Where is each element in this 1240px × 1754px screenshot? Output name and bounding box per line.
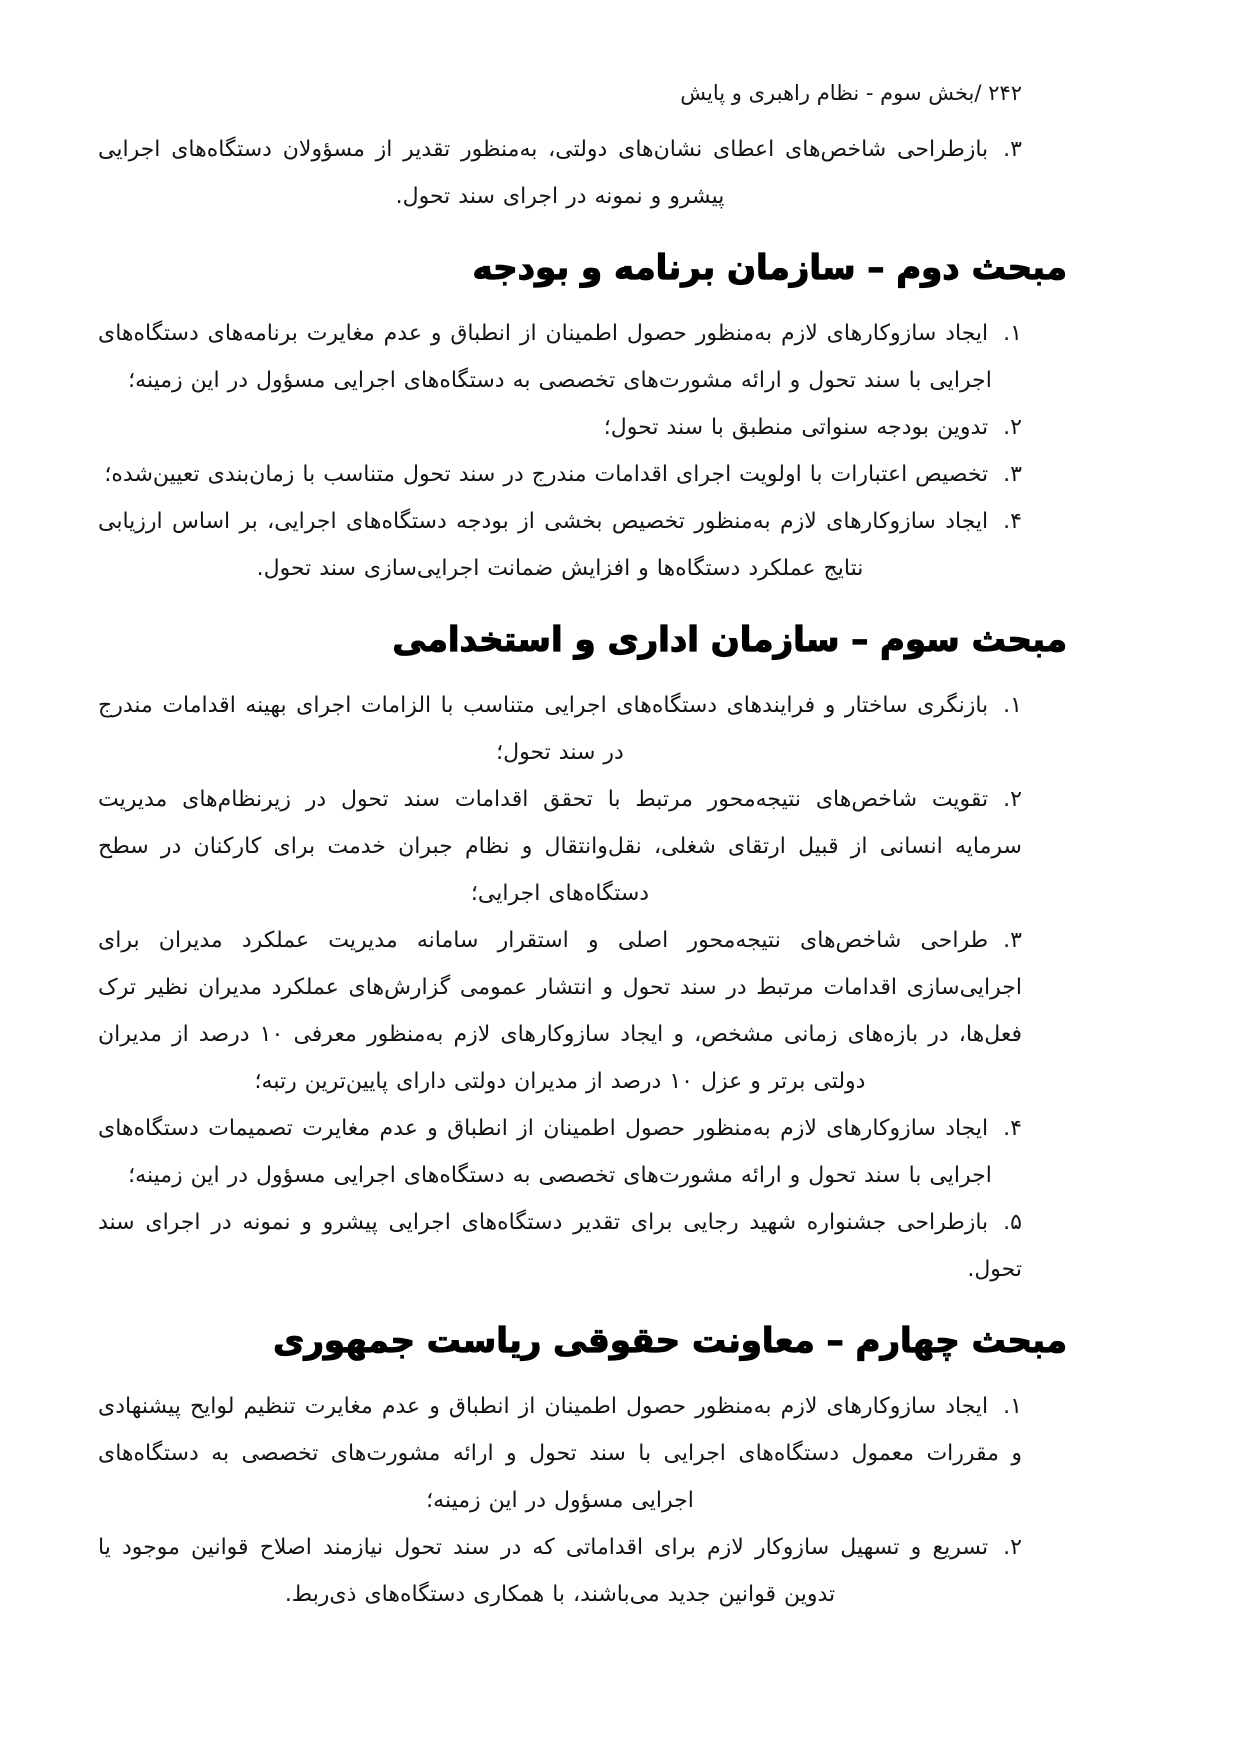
item-number: ۲. xyxy=(1003,1535,1022,1560)
item-number: ۲. xyxy=(1003,787,1022,812)
item-number: ۵. xyxy=(1003,1210,1022,1235)
item-number: ۱. xyxy=(1003,321,1022,346)
list-item xyxy=(98,776,1022,917)
section-title: مبحث دوم – سازمان برنامه و بودجه xyxy=(472,248,1067,288)
item-number: ۲. xyxy=(1003,415,1022,440)
section-title: مبحث چهارم – معاونت حقوقی ریاست جمهوری xyxy=(273,1321,1067,1361)
list-item xyxy=(98,1383,1022,1524)
item-number: ۳. xyxy=(1003,462,1022,487)
item-text: ایجاد سازوکارهای لازم به‌منظور تخصیص بخشی از بودجه دستگاه‌های اجرایی، بر اساس ارزیابی نتایج عملکرد دستگاه‌ها و افزایش ضمانت اجرایی‌سازی سند تحول. xyxy=(98,509,989,581)
item-text: ایجاد سازوکارهای لازم به‌منظور حصول اطمینان از انطباق و عدم مغایرت تصمیمات دستگاه‌های اجرایی با سند تحول و ارائه مشورت‌های تخصصی به دستگاه‌های اجرایی مسؤول در این زمینه؛ xyxy=(98,1116,992,1188)
item-text: تخصیص اعتبارات با اولویت اجرای اقدامات مندرج در سند تحول متناسب با زمان‌بندی تعیین‌شده؛ xyxy=(104,462,989,487)
list-item xyxy=(98,451,1022,498)
item-text: بازطراحی جشنواره شهید رجایی برای تقدیر دستگاه‌های اجرایی پیشرو و نمونه در اجرای سند تحول. xyxy=(98,1210,1022,1282)
item-number: ۴. xyxy=(1003,1116,1022,1141)
list-item xyxy=(98,1105,1022,1199)
item-text: ایجاد سازوکارهای لازم به‌منظور حصول اطمینان از انطباق و عدم مغایرت برنامه‌های دستگاه‌های اجرایی با سند تحول و ارائه مشورت‌های تخصصی به دستگاه‌های اجرایی مسؤول در این زمینه؛ xyxy=(98,321,992,393)
list-item xyxy=(98,1199,1022,1293)
item-number: ۴. xyxy=(1003,509,1022,534)
item-text: بازطراحی شاخص‌های اعطای نشان‌های دولتی، به‌منظور تقدیر از مسؤولان دستگاه‌های اجرایی پیشرو و نمونه در اجرای سند تحول. xyxy=(98,137,989,209)
page-content xyxy=(98,126,1067,1618)
item-text: تدوین بودجه سنواتی منطبق با سند تحول؛ xyxy=(603,415,989,440)
item-number: ۱. xyxy=(1003,1394,1022,1419)
list-item xyxy=(98,498,1022,592)
list-item xyxy=(98,1524,1022,1618)
page-header: ۲۴۲ /بخش سوم - نظام راهبری و پایش xyxy=(680,81,1022,105)
item-text: ایجاد سازوکارهای لازم به‌منظور حصول اطمینان از انطباق و عدم مغایرت تنظیم لوایح پیشنهادی و مقررات معمول دستگاه‌های اجرایی با سند تحول و ارائه مشورت‌های تخصصی به دستگاه‌های اجرایی مسؤول در این زمینه؛ xyxy=(98,1394,1022,1513)
item-text: طراحی شاخص‌های نتیجه‌محور اصلی و استقرار سامانه مدیریت عملکرد مدیران برای اجرایی‌سازی اقدامات مرتبط در سند تحول و انتشار عمومی گزارش‌های عملکرد مدیران نظیر ترک فعل‌ها، در بازه‌های زمانی مشخص، و ایجاد سازوکارهای لازم به‌منظور معرفی ۱۰ درصد از مدیران دولتی برتر و عزل ۱۰ درصد از مدیران دولتی دارای پایین‌ترین رتبه؛ xyxy=(98,928,1023,1094)
item-text: تسریع و تسهیل سازوکار لازم برای اقداماتی که در سند تحول نیازمند اصلاح قوانین موجود یا تدوین قوانین جدید می‌باشند، با همکاری دستگاه‌های ذی‌ربط. xyxy=(98,1535,989,1607)
list-item xyxy=(98,682,1022,776)
list-item xyxy=(98,310,1022,404)
list-item xyxy=(98,917,1022,1105)
list-item xyxy=(98,126,1022,220)
item-number: ۱. xyxy=(1003,693,1022,718)
item-number: ۳. xyxy=(1003,137,1022,162)
item-text: بازنگری ساختار و فرایندهای دستگاه‌های اجرایی متناسب با الزامات اجرای بهینه اقدامات مندرج در سند تحول؛ xyxy=(98,693,989,765)
item-number: ۳. xyxy=(1003,928,1022,953)
item-text: تقویت شاخص‌های نتیجه‌محور مرتبط با تحقق اقدامات سند تحول در زیرنظام‌های مدیریت سرمایه انسانی از قبیل ارتقای شغلی، نقل‌وانتقال و نظام جبران خدمت برای کارکنان در سطح دستگاه‌های اجرایی؛ xyxy=(98,787,1022,906)
section-title: مبحث سوم – سازمان اداری و استخدامی xyxy=(392,620,1067,660)
list-item xyxy=(98,404,1022,451)
